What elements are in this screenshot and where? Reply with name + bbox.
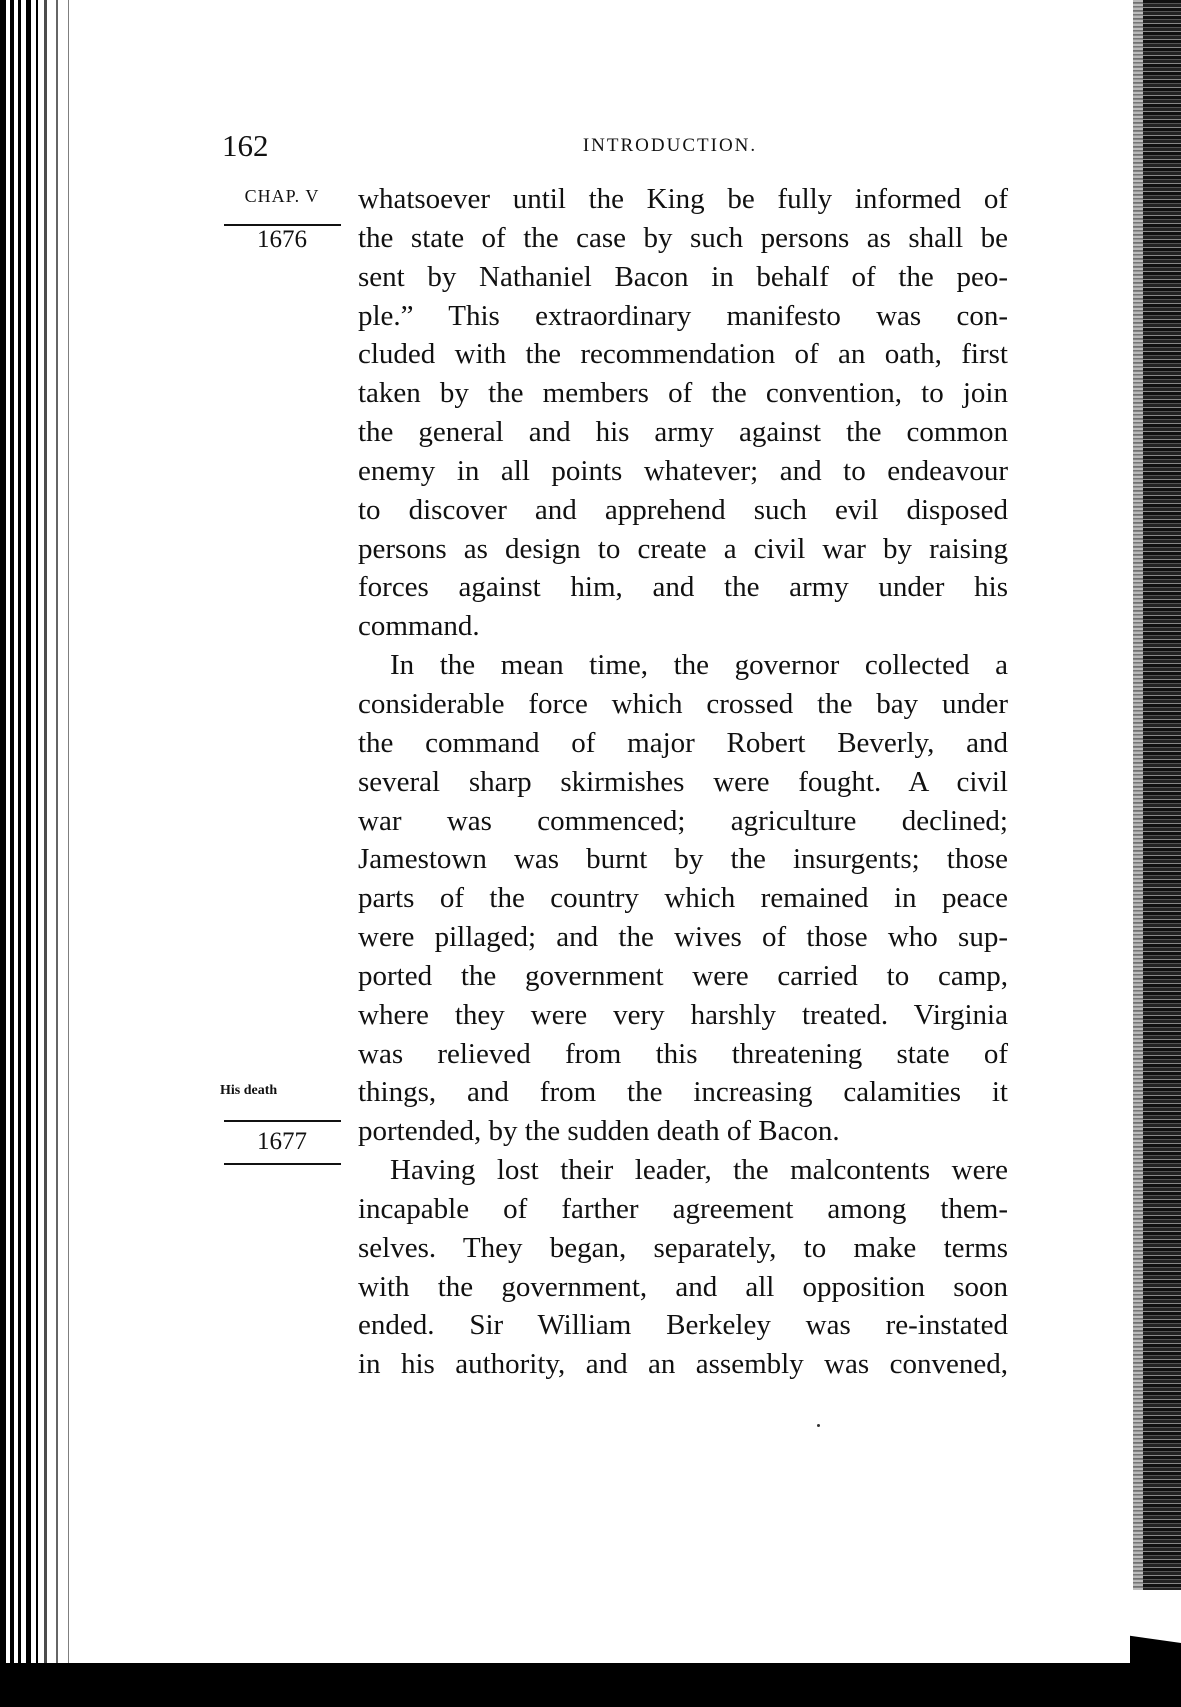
text-line: portended, by the sudden death of Bacon. (358, 1115, 840, 1148)
text-line: cluded with the recommendation of an oath, first (358, 338, 1008, 371)
text-line: enemy in all points whatever; and to endeavour (358, 454, 1008, 487)
text-line: the general and his army against the common (358, 416, 1008, 449)
text-line: persons as design to create a civil war by raising (358, 532, 1008, 565)
text-line: incapable of farther agreement among them- (358, 1192, 1008, 1225)
book-binding-edge (0, 0, 80, 1680)
text-line: ple.” This extraordinary manifesto was con- (358, 299, 1008, 332)
text-line: in his authority, and an assembly was convened, (358, 1348, 1008, 1381)
margin-rule (224, 1120, 341, 1122)
margin-rule (224, 1163, 341, 1165)
body-text (358, 180, 1008, 1384)
text-line: considerable force which crossed the bay under (358, 687, 1008, 720)
text-line: war was commenced; agriculture declined; (358, 804, 1008, 837)
text-line: with the government, and all opposition soon (358, 1270, 1008, 1303)
text-line: ported the government were carried to camp, (358, 959, 1008, 992)
text-line: several sharp skirmishes were fought. A civil (358, 765, 1008, 798)
paragraph (358, 1151, 1008, 1384)
page-number: 162 (222, 128, 269, 163)
scan-speck (817, 1424, 820, 1427)
margin-year: 1676 (257, 226, 307, 253)
text-line: things, and from the increasing calamities it (358, 1076, 1008, 1109)
text-line: were pillaged; and the wives of those who sup- (358, 921, 1008, 954)
text-line: Jamestown was burnt by the insurgents; those (358, 843, 1008, 876)
text-line: Having lost their leader, the malcontents were (390, 1154, 1008, 1187)
text-line: parts of the country which remained in peace (358, 882, 1008, 915)
text-line: forces against him, and the army under his (358, 571, 1008, 604)
text-line: whatsoever until the King be fully informed of (358, 183, 1008, 215)
text-line: In the mean time, the governor collected a (390, 649, 1008, 682)
text-line: to discover and apprehend such evil disposed (358, 493, 1008, 526)
text-line: selves. They began, separately, to make terms (358, 1231, 1008, 1264)
running-head: INTRODUCTION. (582, 135, 758, 156)
text-line: command. (358, 610, 480, 643)
text-line: taken by the members of the convention, to join (358, 377, 1008, 410)
side-note: His death (220, 1083, 278, 1098)
text-line: sent by Nathaniel Bacon in behalf of the peo- (358, 260, 1008, 293)
scan-bottom-border (0, 1663, 1181, 1707)
chapter-note: CHAP. V (244, 186, 320, 206)
paragraph (358, 646, 1008, 1151)
margin-year: 1677 (257, 1128, 307, 1155)
text-line: the state of the case by such persons as shall be (358, 221, 1008, 254)
page-stack-edge-highlight (1133, 0, 1143, 1590)
text-line: ended. Sir William Berkeley was re-instated (358, 1309, 1008, 1342)
text-line: the command of major Robert Beverly, and (358, 726, 1008, 759)
text-line: was relieved from this threatening state of (358, 1037, 1008, 1070)
paragraph (358, 180, 1008, 646)
text-line: where they were very harshly treated. Virginia (358, 998, 1008, 1031)
